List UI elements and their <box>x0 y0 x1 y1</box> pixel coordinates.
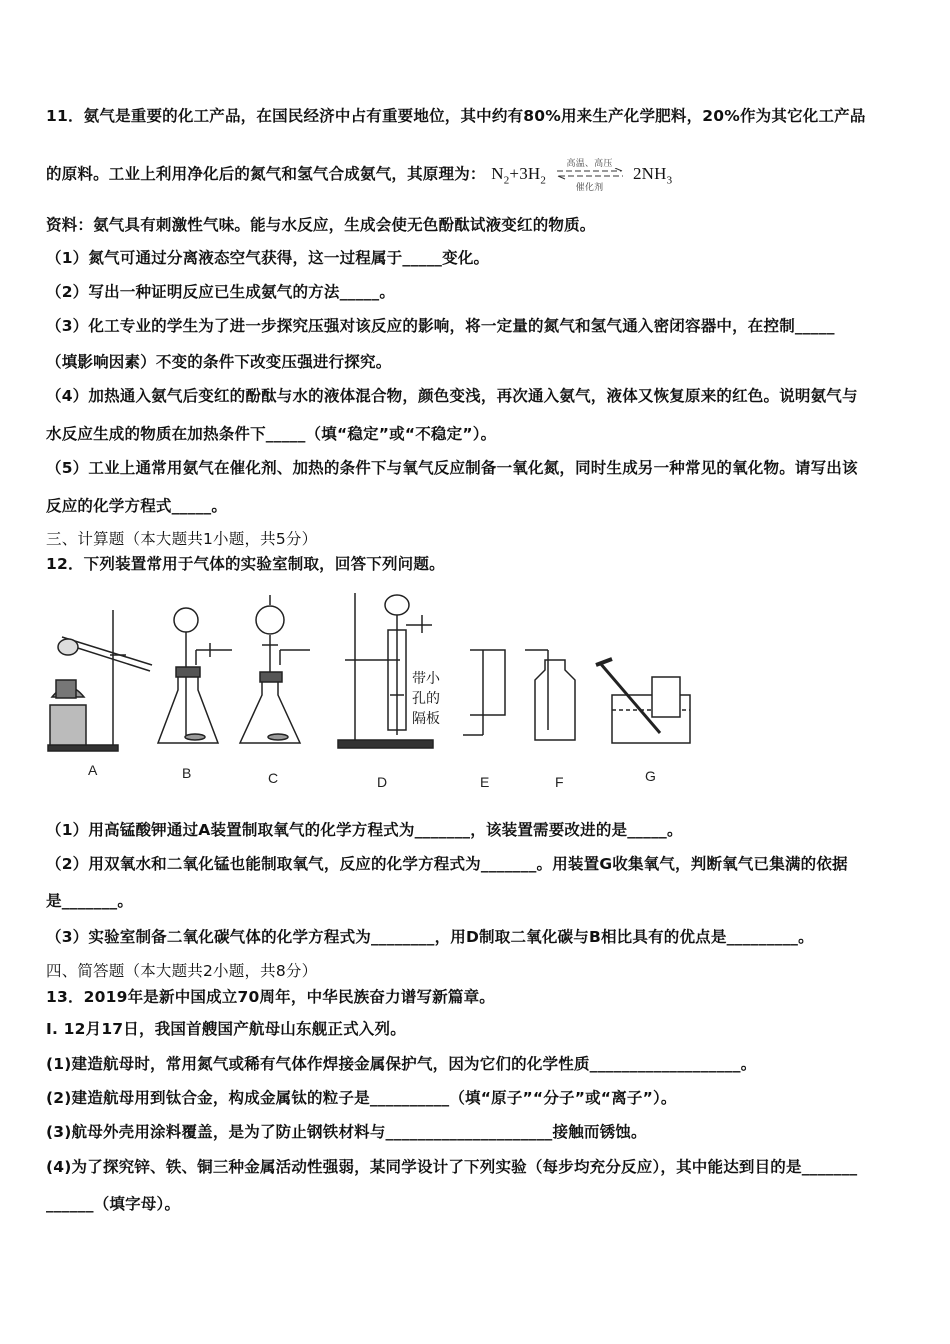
reaction-condition-top: 高温、高压 <box>566 158 613 169</box>
q12-part3: （3）实验室制备二氧化碳气体的化学方程式为________，用D制取二氧化碳与B相比具有的优点是_________。 <box>46 928 814 946</box>
section-4-heading: 四、简答题（本大题共2小题，共8分） <box>46 962 318 980</box>
apparatus-e <box>463 650 505 735</box>
reversible-arrow-icon <box>555 168 625 180</box>
apparatus-f <box>525 650 575 740</box>
apparatus-c <box>240 595 310 743</box>
d-note-line2: 孔的 <box>412 690 440 706</box>
q11-part5-line1: （5）工业上通常用氨气在催化剂、加热的条件下与氧气反应制备一氧化氮，同时生成另一种常见的氧化物。请写出该 <box>46 459 858 477</box>
q11-part1: （1）氮气可通过分离液态空气获得，这一过程属于_____变化。 <box>46 249 490 267</box>
apparatus-figure <box>0 585 950 785</box>
label-a: A <box>88 762 98 778</box>
q11-part2: （2）写出一种证明反应已生成氨气的方法_____。 <box>46 283 396 301</box>
q11-part3-line2: （填影响因素）不变的条件下改变压强进行探究。 <box>46 353 392 371</box>
q11-info: 资料：氨气具有刺激性气味。能与水反应，生成会使无色酚酞试液变红的物质。 <box>46 216 596 234</box>
q11-intro-line2 <box>46 158 673 193</box>
d-note-line3: 隔板 <box>412 710 440 726</box>
q12-part1: （1）用高锰酸钾通过A装置制取氧气的化学方程式为_______，该装置需要改进的是_____。 <box>46 821 683 839</box>
q13-item2: (2)建造航母用到钛合金，构成金属钛的粒子是__________（填“原子”“分子”或“离子”）。 <box>46 1089 677 1107</box>
ammonia-equation: $N_2+3H_2$ 高温、高压 催化剂 $2NH_3$ <box>491 158 673 193</box>
q11-intro-text: 的原料。工业上利用净化后的氮气和氢气合成氨气，其原理为： <box>46 165 486 183</box>
q13-item4-line2: ______（填字母）。 <box>46 1195 181 1213</box>
label-c: C <box>268 770 279 786</box>
section-3-heading: 三、计算题（本大题共1小题，共5分） <box>46 530 318 548</box>
q12-part2-line2: 是_______。 <box>46 892 134 910</box>
q11-part4-line2: 水反应生成的物质在加热条件下_____（填“稳定”或“不稳定”）。 <box>46 425 497 443</box>
apparatus-g <box>596 659 690 743</box>
q13-item3: (3)航母外壳用涂料覆盖，是为了防止钢铁材料与_____________________接触而锈蚀。 <box>46 1123 647 1141</box>
q13-intro: 13．2019年是新中国成立70周年，中华民族奋力谱写新篇章。 <box>46 988 495 1006</box>
label-b: B <box>182 765 192 781</box>
q12-part2-line1: （2）用双氧水和二氧化锰也能制取氧气，反应的化学方程式为_______。用装置G收集氧气，判断氧气已集满的依据 <box>46 855 848 873</box>
reaction-condition-bottom: 催化剂 <box>575 182 604 193</box>
label-e: E <box>480 774 490 790</box>
q11-part4-line1: （4）加热通入氨气后变红的酚酞与水的液体混合物，颜色变浅，再次通入氨气，液体又恢复原来的红色。说明氨气与 <box>46 387 858 405</box>
q11-part5-line2: 反应的化学方程式_____。 <box>46 497 228 515</box>
q13-part1-heading: I. 12月17日，我国首艘国产航母山东舰正式入列。 <box>46 1020 406 1038</box>
label-d: D <box>377 774 388 790</box>
apparatus-a <box>48 610 152 751</box>
label-f: F <box>555 774 564 790</box>
q13-item1: (1)建造航母时，常用氮气或稀有气体作焊接金属保护气，因为它们的化学性质___________________。 <box>46 1055 757 1073</box>
label-g: G <box>645 768 656 784</box>
q11-part3-line1: （3）化工专业的学生为了进一步探究压强对该反应的影响，将一定量的氮气和氢气通入密闭容器中，在控制_____ <box>46 317 835 335</box>
q12-intro: 12．下列装置常用于气体的实验室制取，回答下列问题。 <box>46 555 445 573</box>
q11-intro-line1: 11．氨气是重要的化工产品，在国民经济中占有重要地位，其中约有80%用来生产化学肥料，20%作为其它化工产品 <box>46 107 866 125</box>
q13-item4-line1: (4)为了探究锌、铁、铜三种金属活动性强弱，某同学设计了下列实验（每步均充分反应），其中能达到目的是_______ <box>46 1158 858 1176</box>
reversible-arrow <box>555 158 625 193</box>
apparatus-b <box>158 608 232 743</box>
d-note-line1: 带小 <box>412 670 440 686</box>
